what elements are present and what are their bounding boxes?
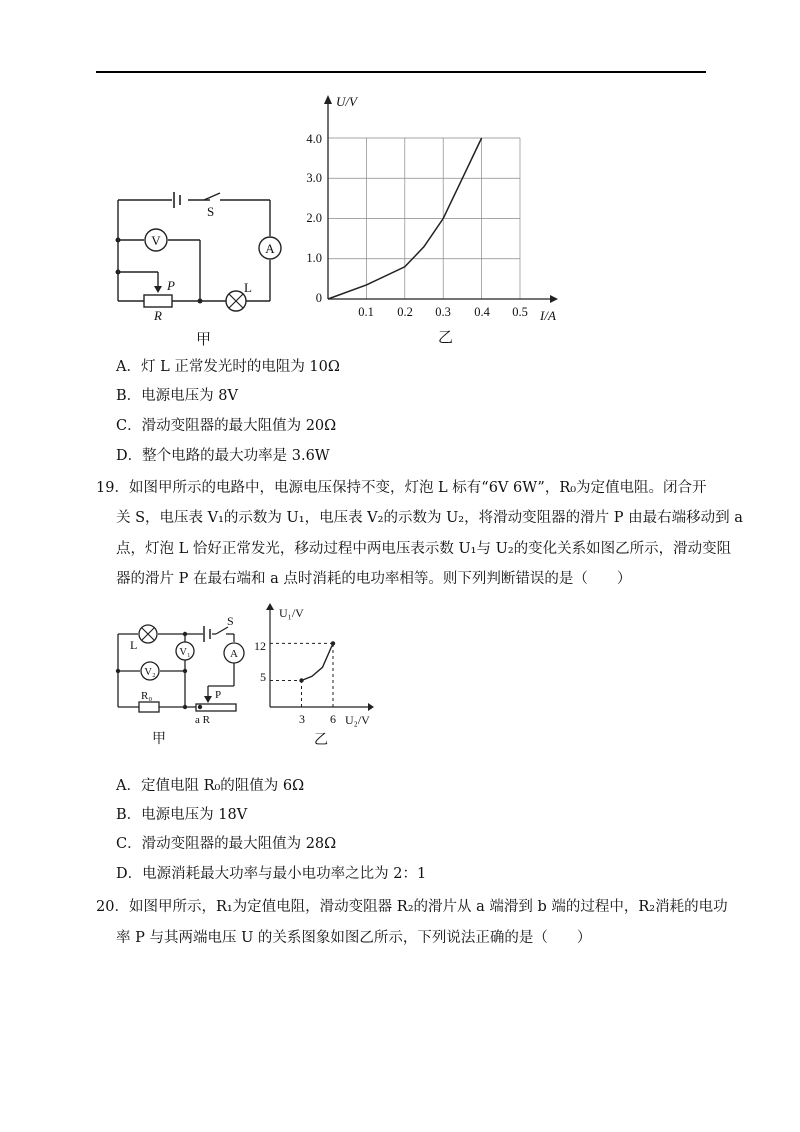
q18-option-a: A．灯 L 正常发光时的电阻为 10Ω xyxy=(116,359,340,375)
q18-ammeter-label: A xyxy=(265,241,275,256)
q18-x-tick: 0.2 xyxy=(397,305,413,319)
q19-y-tick: 12 xyxy=(254,639,266,653)
q19-circuit-diagram xyxy=(110,610,270,745)
q19-stem-line-1: 19．如图甲所示的电路中，电源电压保持不变，灯泡 L 标有“6V 6W”，R₀为定值电阻。闭合开 xyxy=(96,480,707,496)
q20-stem-line-2: 率 P 与其两端电压 U 的关系图象如图乙所示，下列说法正确的是（ ） xyxy=(116,930,592,946)
q18-caption-yi: 乙 xyxy=(438,330,454,346)
q19-y-axis-label: U₁/V xyxy=(279,606,304,620)
q18-resistor-label: R xyxy=(154,308,162,323)
q18-y-tick: 4.0 xyxy=(306,132,322,146)
q19-option-c: C．滑动变阻器的最大阻值为 28Ω xyxy=(116,836,337,852)
q19-x-tick: 3 xyxy=(299,712,305,726)
q19-option-a: A．定值电阻 R₀的阻值为 6Ω xyxy=(116,778,305,794)
q19-caption-jia: 甲 xyxy=(152,732,166,745)
q19-x-axis-label: U₂/V xyxy=(345,713,370,727)
q18-option-b: B．电源电压为 8V xyxy=(116,388,238,404)
q18-x-tick: 0.1 xyxy=(358,305,374,319)
q19-point-start xyxy=(299,678,303,682)
q19-rheostat-label: a R xyxy=(195,714,210,726)
q18-circuit-diagram xyxy=(100,180,300,350)
q19-switch-label: S xyxy=(227,614,234,628)
q18-lamp-label: L xyxy=(244,280,252,295)
q19-slider-label: P xyxy=(215,689,222,701)
q18-slider-label: P xyxy=(167,278,175,293)
q18-switch-label: S xyxy=(207,204,215,219)
q18-y-axis-label: U/V xyxy=(336,94,357,109)
q19-stem-line-2: 关 S，电压表 V₁的示数为 U₁，电压表 V₂的示数为 U₂，将滑动变阻器的滑片 P 由最右端移动到 a xyxy=(116,510,743,526)
q19-caption-yi: 乙 xyxy=(314,733,328,748)
q18-y-tick: 0 xyxy=(315,291,322,305)
q18-y-tick: 1.0 xyxy=(306,251,322,265)
q20-stem-line-1: 20．如图甲所示，R₁为定值电阻，滑动变阻器 R₂的滑片从 a 端滑到 b 端的过程中，R₂消耗的电功 xyxy=(96,899,728,915)
q18-option-c: C．滑动变阻器的最大阻值为 20Ω xyxy=(116,418,337,434)
q19-lamp-label: L xyxy=(130,638,138,652)
q18-caption-jia: 甲 xyxy=(196,332,212,348)
q19-stem-line-4: 器的滑片 P 在最右端和 a 点时消耗的电功率相等。则下列判断错误的是（ ） xyxy=(116,571,632,587)
q19-u1-u2-graph xyxy=(250,600,390,748)
q18-ui-graph xyxy=(300,90,580,350)
q19-r0-label: R₀ xyxy=(141,690,153,702)
q19-x-tick: 6 xyxy=(330,712,336,726)
q19-option-b: B．电源电压为 18V xyxy=(116,807,248,823)
q19-u1-u2-curve xyxy=(302,643,334,680)
q19-point-end xyxy=(331,641,335,645)
q18-x-tick: 0.4 xyxy=(474,305,490,319)
q18-x-tick: 0.3 xyxy=(435,305,451,319)
q18-x-axis-label: I/A xyxy=(540,308,556,323)
q18-y-tick: 2.0 xyxy=(306,211,322,225)
q19-option-d: D．电源消耗最大功率与最小电功率之比为 2：1 xyxy=(116,866,427,882)
q19-ammeter-label: A xyxy=(230,648,238,660)
q18-x-tick: 0.5 xyxy=(512,305,528,319)
q18-voltmeter-label: V xyxy=(151,233,161,248)
q19-v1-label: V₁ xyxy=(179,647,191,658)
q19-y-tick: 5 xyxy=(260,670,266,684)
q19-v2-label: V₂ xyxy=(144,667,156,678)
q18-option-d: D．整个电路的最大功率是 3.6W xyxy=(116,448,330,464)
header-rule xyxy=(96,71,706,73)
q19-stem-line-3: 点，灯泡 L 恰好正常发光，移动过程中两电压表示数 U₁与 U₂的变化关系如图乙所示，滑动变阻 xyxy=(116,541,732,557)
q18-y-tick: 3.0 xyxy=(306,171,322,185)
